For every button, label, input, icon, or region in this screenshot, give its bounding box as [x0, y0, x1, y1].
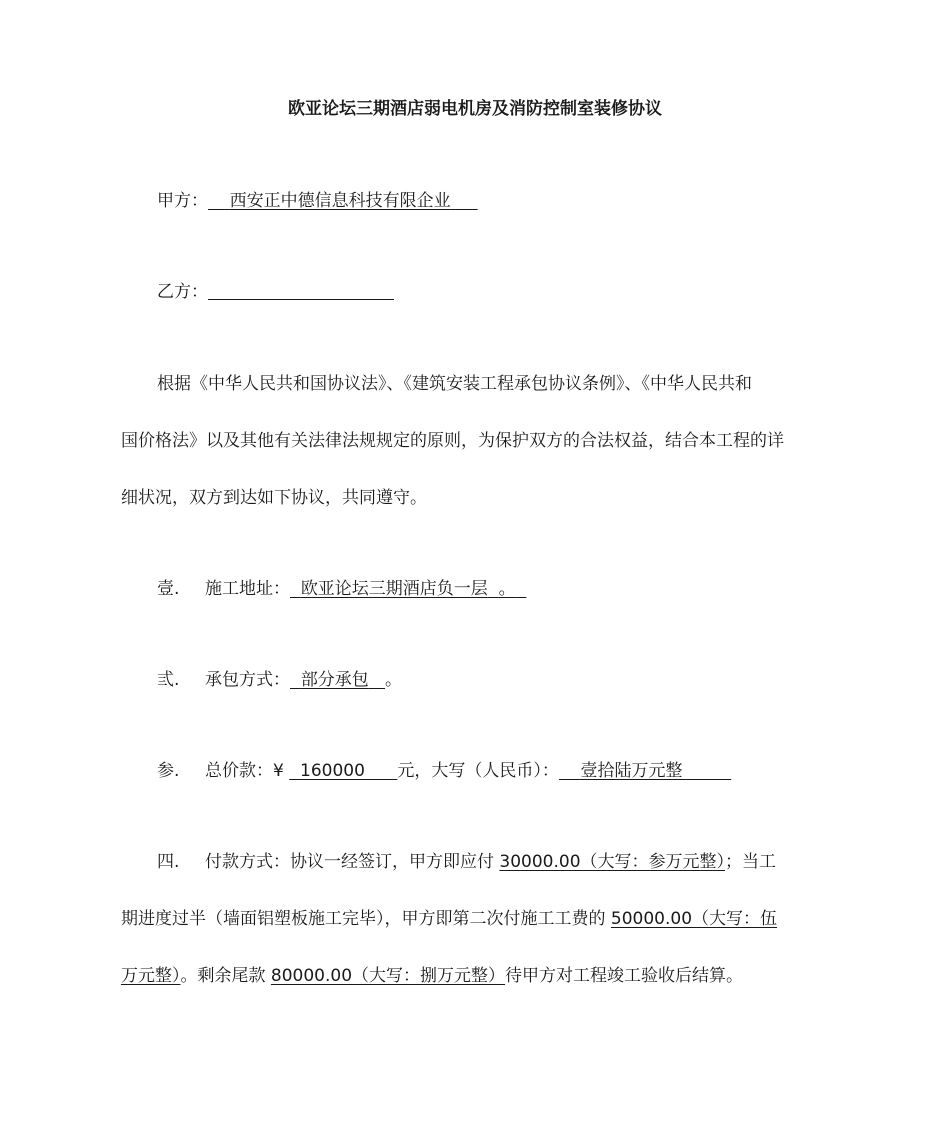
preamble-line-1: 根据《中华人民共和国协议法》、《建筑安装工程承包协议条例》、《中华人民共和: [157, 374, 752, 394]
clause-4-number: 四.: [157, 852, 180, 872]
clause-4-label: 付款方式：协议一经签订，甲方即应付: [205, 852, 494, 872]
clause-1: [157, 577, 526, 601]
clause-4-mid-text: ；当工: [725, 852, 777, 872]
preamble-line-3: 细状况，双方到达如下协议，共同遵守。: [121, 488, 427, 508]
party-b-line: [157, 280, 394, 304]
party-b-blank: [208, 281, 394, 300]
clause-1-number: 壹.: [157, 579, 180, 599]
clause-3-amount-leading-space: [289, 761, 300, 781]
clause-4-first-payment: 30000.00（大写：参万元整）: [499, 852, 726, 872]
clause-4-line-3-tail: 待甲方对工程竣工验收后结算。: [505, 966, 744, 986]
clause-2-number: 弎.: [157, 670, 180, 690]
clause-4-line-1: [157, 850, 776, 874]
document-title: 欧亚论坛三期酒店弱电机房及消防控制室装修协议: [288, 99, 662, 119]
clause-3-words-leading-space: [559, 761, 581, 781]
clause-4-line-3: [121, 964, 743, 988]
clause-1-leading-space: [290, 579, 301, 599]
clause-2-tail: 。: [385, 670, 403, 690]
clause-2-value: 部分承包: [300, 670, 369, 690]
preamble-line-2: 国价格法》以及其他有关法律法规规定的原则，为保护双方的合法权益，结合本工程的详: [121, 431, 784, 451]
party-a-leading-space: [208, 191, 230, 211]
party-a-label: 甲方：: [157, 191, 208, 211]
clause-2-trailing-space: [369, 670, 385, 690]
clause-1-value: 欧亚论坛三期酒店负一层: [300, 579, 488, 599]
clause-1-gap: [488, 579, 499, 599]
clause-1-tail: 。: [498, 579, 516, 599]
clause-3-label: 总价款：¥: [205, 761, 284, 781]
clause-2-label: 承包方式：: [205, 670, 290, 690]
party-a-line: [157, 189, 478, 213]
clause-2-leading-space: [290, 670, 301, 690]
clause-4-second-payment-part-2: 万元整）: [121, 966, 181, 986]
clause-4-final-payment: 80000.00（大写：捌万元整）: [270, 966, 506, 986]
clause-3-unit: 元，大写（人民币）：: [397, 761, 559, 781]
clause-2: [157, 668, 402, 692]
party-a-trailing-space: [451, 191, 478, 211]
clause-3-amount-words: 壹拾陆万元整: [580, 761, 683, 781]
clause-4-line-2-text: 期进度过半（墙面铝塑板施工完毕），甲方即第二次付施工工费的: [121, 909, 606, 929]
clause-3-amount: 160000: [300, 761, 365, 781]
party-a-value: 西安正中德信息科技有限企业: [229, 191, 451, 211]
clause-3-words-trailing-space: [683, 761, 732, 781]
clause-3-amount-trailing-space: [365, 761, 397, 781]
party-b-label: 乙方：: [157, 282, 208, 302]
clause-3: [157, 759, 731, 783]
clause-4-line-2: [121, 907, 777, 931]
clause-1-label: 施工地址：: [205, 579, 290, 599]
clause-4-line-3-mid: 。剩余尾款: [180, 966, 266, 986]
clause-3-number: 参.: [157, 761, 180, 781]
clause-1-trailing-space: [516, 579, 527, 599]
clause-4-second-payment-part-1: 50000.00（大写：伍: [610, 909, 778, 929]
